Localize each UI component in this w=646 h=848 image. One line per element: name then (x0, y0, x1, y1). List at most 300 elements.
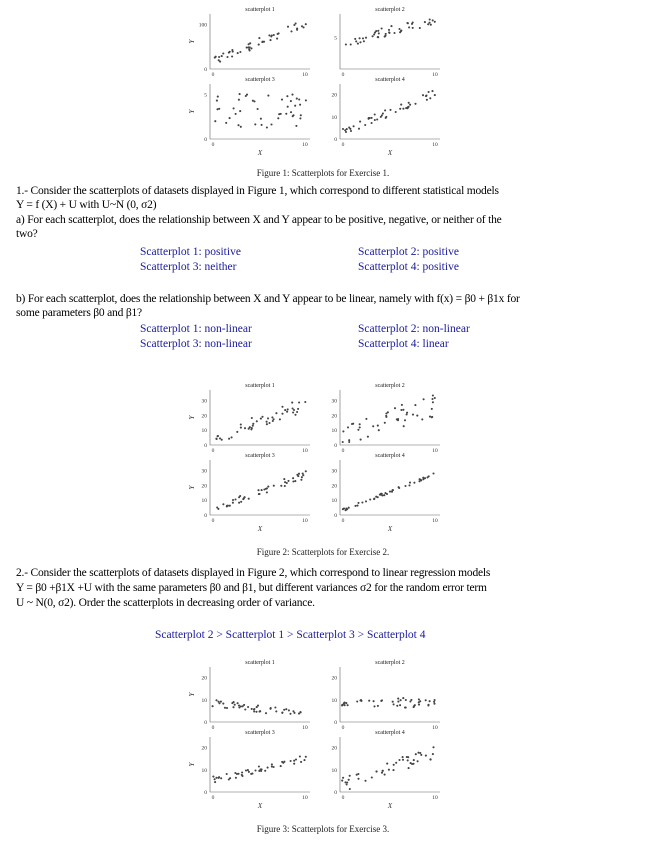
data-point (241, 771, 243, 773)
panel-title: scatterplot 4 (375, 730, 405, 736)
data-point (404, 419, 406, 421)
data-point (238, 99, 240, 101)
data-point (427, 704, 429, 706)
x-tick-label: 10 (432, 795, 438, 801)
data-point (240, 423, 242, 425)
y-tick-label: 10 (331, 428, 337, 435)
data-point (226, 56, 228, 58)
data-point (341, 780, 343, 782)
data-point (292, 710, 294, 712)
data-point (378, 429, 380, 431)
data-point (271, 763, 273, 765)
data-point (371, 776, 373, 778)
data-point (260, 118, 262, 120)
data-point (255, 711, 257, 713)
data-point (299, 755, 301, 757)
data-point (284, 409, 286, 411)
x-tick-label: 10 (302, 448, 308, 454)
data-point (232, 499, 234, 501)
data-point (240, 501, 242, 503)
question-b-line-1: b) For each scatterplot, does the relationship between X and Y appear to be linear, namely with f(x) = β0 + β1x for (16, 293, 520, 305)
data-point (215, 438, 217, 440)
data-point (294, 480, 296, 482)
exercise-2-answer: Scatterplot 2 > Scatterplot 1 > Scatterplot 3 > Scatterplot 4 (155, 629, 426, 641)
data-point (381, 494, 383, 496)
data-point (424, 21, 426, 23)
figure-1-plot (180, 2, 450, 157)
question-b-line-2: some parameters β0 and β1? (16, 307, 142, 319)
y-tick-label: 20 (201, 675, 207, 682)
data-point (383, 494, 385, 496)
figure-2-plot (180, 378, 450, 536)
data-point (407, 22, 409, 24)
data-point (418, 480, 420, 482)
data-point (218, 776, 220, 778)
data-point (402, 409, 404, 411)
data-point (221, 55, 223, 57)
scatter-panel-1 (188, 660, 310, 731)
data-point (402, 759, 404, 761)
data-point (423, 398, 425, 400)
answer-a-1: Scatterplot 1: positive (140, 246, 241, 258)
x-tick-label: 0 (341, 795, 345, 801)
data-point (259, 711, 261, 713)
data-point (407, 759, 409, 761)
y-tick-label: 0 (204, 67, 207, 73)
data-point (402, 697, 404, 699)
data-point (357, 43, 359, 45)
data-point (273, 485, 275, 487)
data-point (270, 707, 272, 709)
data-point (394, 407, 396, 409)
data-point (225, 122, 227, 124)
data-point (281, 99, 283, 101)
data-point (345, 43, 347, 45)
data-point (421, 418, 423, 420)
data-point (298, 98, 300, 100)
data-point (257, 489, 259, 491)
data-point (404, 706, 406, 708)
data-point (222, 703, 224, 705)
data-point (425, 95, 427, 97)
data-point (433, 703, 435, 705)
data-point (268, 422, 270, 424)
data-point (372, 35, 374, 37)
data-point (388, 31, 390, 33)
data-point (244, 496, 246, 498)
data-point (253, 710, 255, 712)
data-point (412, 763, 414, 765)
data-point (271, 416, 273, 418)
data-point (305, 756, 307, 758)
data-point (232, 706, 234, 708)
data-point (261, 416, 263, 418)
data-point (408, 767, 410, 769)
data-point (252, 425, 254, 427)
data-point (228, 438, 230, 440)
data-point (417, 760, 419, 762)
answer-a-2: Scatterplot 2: positive (358, 246, 459, 258)
data-point (377, 30, 379, 32)
answer-a-4: Scatterplot 4: positive (358, 261, 459, 273)
scatter-panel-2 (332, 660, 441, 731)
figure-3-plot (180, 655, 450, 813)
data-point (236, 431, 238, 433)
x-tick-label: 0 (211, 795, 215, 801)
data-point (413, 759, 415, 761)
data-point (251, 708, 253, 710)
data-point (212, 705, 214, 707)
y-tick-label: 20 (331, 483, 337, 490)
data-point (395, 111, 397, 113)
y-tick-label: 10 (201, 428, 207, 435)
data-point (419, 752, 421, 754)
data-point (393, 703, 395, 705)
data-point (261, 41, 263, 43)
y-tick-label: 20 (331, 675, 337, 682)
data-point (428, 91, 430, 93)
x-tick-label: 0 (211, 142, 215, 148)
data-point (356, 700, 358, 702)
data-point (258, 765, 260, 767)
data-point (296, 411, 298, 413)
x-tick-label: 0 (341, 72, 345, 78)
data-point (429, 18, 431, 20)
data-point (290, 760, 292, 762)
data-point (305, 99, 307, 101)
data-point (431, 416, 433, 418)
y-tick-label: 100 (198, 22, 207, 29)
data-point (376, 118, 378, 120)
figure-3-caption: Figure 3: Scatterplots for Exercise 3. (256, 824, 390, 834)
data-point (426, 99, 428, 101)
panel-axes (210, 460, 310, 515)
data-point (248, 771, 250, 773)
data-point (349, 775, 351, 777)
data-point (292, 114, 294, 116)
data-point (212, 776, 214, 778)
y-tick-label: 0 (334, 720, 337, 726)
data-point (412, 414, 414, 416)
data-point (228, 52, 230, 54)
data-point (393, 32, 395, 34)
data-point (429, 97, 431, 99)
data-point (357, 778, 359, 780)
data-point (374, 119, 376, 121)
x-tick-label: 10 (432, 725, 438, 731)
data-point (409, 104, 411, 106)
data-point (304, 401, 306, 403)
data-point (300, 761, 302, 763)
data-point (217, 508, 219, 510)
data-point (247, 706, 249, 708)
data-point (244, 708, 246, 710)
data-point (287, 106, 289, 108)
data-point (348, 441, 350, 443)
data-point (231, 49, 233, 51)
y-tick-label: 10 (201, 697, 207, 704)
data-point (386, 763, 388, 765)
data-point (432, 19, 434, 21)
data-point (392, 769, 394, 771)
data-point (288, 709, 290, 711)
data-point (344, 704, 346, 706)
data-point (287, 26, 289, 28)
data-point (238, 502, 240, 504)
data-point (221, 439, 223, 441)
data-point (430, 24, 432, 26)
data-point (347, 704, 349, 706)
x-axis-label: X (257, 802, 263, 810)
data-point (373, 705, 375, 707)
data-point (363, 40, 365, 42)
data-point (408, 102, 410, 104)
data-point (267, 486, 269, 488)
y-tick-label: 30 (201, 398, 207, 405)
data-point (271, 34, 273, 36)
data-point (385, 412, 387, 414)
data-point (354, 38, 356, 40)
data-point (404, 485, 406, 487)
exercise-1-intro-line-1: 1.- Consider the scatterplots of datasets displayed in Figure 1, which correspond to different statistical models (16, 185, 499, 197)
data-point (283, 478, 285, 480)
data-point (267, 767, 269, 769)
y-axis-label: Y (188, 415, 196, 420)
data-point (298, 713, 300, 715)
data-point (418, 704, 420, 706)
data-point (381, 699, 383, 701)
data-point (395, 762, 397, 764)
data-point (371, 122, 373, 124)
y-tick-label: 10 (331, 498, 337, 505)
data-point (237, 702, 239, 704)
panel-title: scatterplot 1 (245, 660, 275, 666)
data-point (248, 498, 250, 500)
data-point (406, 412, 408, 414)
panel-title: scatterplot 3 (245, 730, 275, 736)
data-point (252, 100, 254, 102)
scatter-panel-2 (334, 7, 440, 78)
data-point (226, 773, 228, 775)
data-point (353, 125, 355, 127)
data-point (400, 104, 402, 106)
data-point (287, 408, 289, 410)
data-point (258, 44, 260, 46)
x-tick-label: 0 (341, 725, 345, 731)
y-axis-label: Y (188, 692, 196, 697)
data-point (397, 698, 399, 700)
data-point (245, 769, 247, 771)
data-point (405, 699, 407, 701)
data-point (275, 710, 277, 712)
data-point (246, 47, 248, 49)
data-point (305, 470, 307, 472)
data-point (302, 472, 304, 474)
data-point (350, 43, 352, 45)
data-point (229, 505, 231, 507)
data-point (380, 116, 382, 118)
data-point (410, 699, 412, 701)
data-point (222, 503, 224, 505)
data-point (384, 774, 386, 776)
data-point (400, 699, 402, 701)
data-point (281, 711, 283, 713)
data-point (359, 41, 361, 43)
panel-title: scatterplot 3 (245, 453, 275, 459)
data-point (239, 93, 241, 95)
answer-a-3: Scatterplot 3: neither (140, 261, 237, 273)
x-tick-label: 10 (302, 725, 308, 731)
data-point (219, 437, 221, 439)
data-point (373, 33, 375, 35)
exercise-1-intro-line-2: Y = f (X) + U with U~N (0, σ2) (16, 199, 157, 211)
data-point (300, 114, 302, 116)
data-point (237, 52, 239, 54)
data-point (244, 427, 246, 429)
data-point (279, 418, 281, 420)
data-point (372, 425, 374, 427)
data-point (361, 501, 363, 503)
data-point (388, 29, 390, 31)
data-point (373, 498, 375, 500)
data-point (359, 121, 361, 123)
data-point (368, 700, 370, 702)
data-point (400, 409, 402, 411)
data-point (399, 108, 401, 110)
data-point (414, 404, 416, 406)
data-point (399, 31, 401, 33)
data-point (286, 411, 288, 413)
panel-axes (340, 84, 440, 139)
exercise-2-line-1: 2.- Consider the scatterplots of datasets displayed in Figure 2, which correspond to linear regression models (16, 567, 491, 579)
data-point (414, 704, 416, 706)
data-point (434, 699, 436, 701)
data-point (236, 773, 238, 775)
data-point (274, 706, 276, 708)
panel-title: scatterplot 4 (375, 453, 405, 459)
data-point (377, 425, 379, 427)
data-point (239, 110, 241, 112)
data-point (346, 781, 348, 783)
data-point (257, 705, 259, 707)
data-point (238, 704, 240, 706)
data-point (239, 51, 241, 53)
data-point (294, 105, 296, 107)
data-point (215, 56, 217, 58)
data-point (231, 702, 233, 704)
data-point (415, 753, 417, 755)
data-point (398, 487, 400, 489)
panel-axes (210, 390, 310, 445)
exercise-2-line-2: Y = β0 +β1X +U with the same parameters β0 and β1, but different variances σ2 for the random error term (16, 582, 487, 594)
y-tick-label: 0 (334, 443, 337, 449)
x-axis-label: X (387, 802, 393, 810)
data-point (364, 780, 366, 782)
data-point (350, 130, 352, 132)
data-point (290, 100, 292, 102)
data-point (249, 46, 251, 48)
data-point (292, 407, 294, 409)
x-tick-label: 10 (432, 142, 438, 148)
data-point (342, 441, 344, 443)
data-point (412, 27, 414, 29)
data-point (392, 701, 394, 703)
data-point (251, 417, 253, 419)
data-point (433, 701, 435, 703)
x-tick-label: 10 (432, 72, 438, 78)
data-point (371, 117, 373, 119)
data-point (297, 408, 299, 410)
data-point (373, 700, 375, 702)
x-tick-label: 10 (302, 518, 308, 524)
data-point (231, 55, 233, 57)
data-point (413, 482, 415, 484)
panel-title: scatterplot 3 (245, 77, 275, 83)
data-point (429, 758, 431, 760)
y-tick-label: 0 (204, 790, 207, 796)
data-point (266, 423, 268, 425)
data-point (416, 415, 418, 417)
data-point (403, 425, 405, 427)
data-point (281, 413, 283, 415)
data-point (258, 37, 260, 39)
data-point (408, 484, 410, 486)
data-point (389, 491, 391, 493)
data-point (342, 430, 344, 432)
data-point (356, 774, 358, 776)
data-point (234, 498, 236, 500)
x-tick-label: 0 (211, 725, 215, 731)
data-point (218, 108, 220, 110)
data-point (301, 476, 303, 478)
data-point (238, 496, 240, 498)
data-point (261, 768, 263, 770)
data-point (374, 113, 376, 115)
data-point (269, 39, 271, 41)
data-point (342, 128, 344, 130)
panel-title: scatterplot 2 (375, 660, 405, 666)
data-point (345, 508, 347, 510)
y-tick-label: 10 (331, 697, 337, 704)
data-point (261, 489, 263, 491)
figure-2-caption: Figure 2: Scatterplots for Exercise 2. (256, 547, 390, 557)
data-point (292, 477, 294, 479)
data-point (382, 770, 384, 772)
data-point (233, 107, 235, 109)
x-tick-label: 0 (211, 518, 215, 524)
data-point (245, 95, 247, 97)
data-point (270, 123, 272, 125)
data-point (220, 777, 222, 779)
data-point (428, 475, 430, 477)
data-point (406, 756, 408, 758)
data-point (218, 702, 220, 704)
data-point (281, 406, 283, 408)
data-point (296, 98, 298, 100)
data-point (381, 27, 383, 29)
data-point (406, 413, 408, 415)
data-point (431, 90, 433, 92)
data-point (384, 36, 386, 38)
panel-title: scatterplot 2 (375, 383, 405, 389)
data-point (232, 502, 234, 504)
y-tick-label: 0 (334, 137, 337, 143)
data-point (247, 769, 249, 771)
y-tick-label: 30 (201, 468, 207, 475)
scatter-panel-4 (332, 730, 441, 810)
y-tick-label: 0 (334, 790, 337, 796)
data-point (377, 705, 379, 707)
